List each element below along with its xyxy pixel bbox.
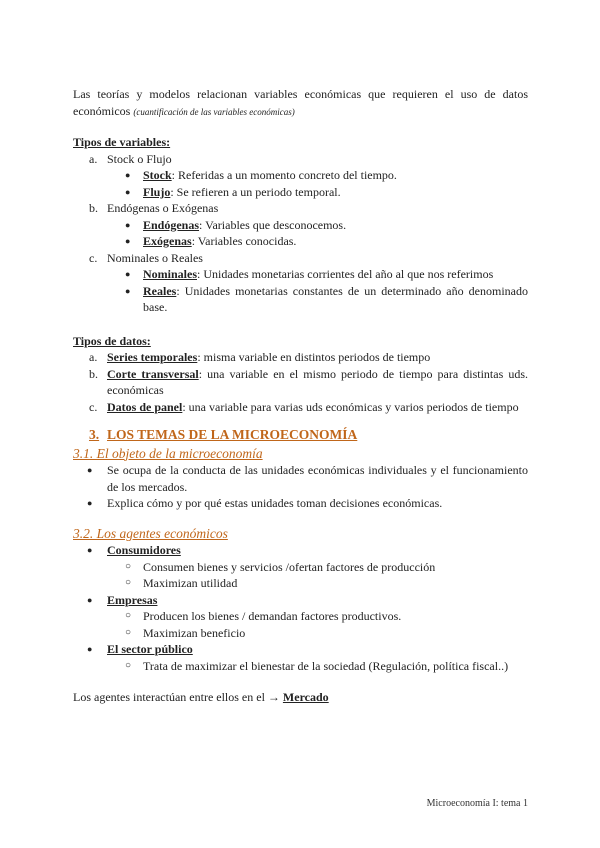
list-item <box>73 266 528 283</box>
agent-name: Consumidores <box>107 543 181 557</box>
list-item <box>73 366 528 399</box>
bullet-icon: ● <box>125 236 131 246</box>
definition: : Se refieren a un periodo temporal. <box>170 184 341 199</box>
tipos-variables-title: Tipos de variables: <box>73 135 171 149</box>
closing-term: Mercado <box>282 690 329 704</box>
definition: : una variable para varias uds económicas y varios periodos de tiempo <box>182 399 519 414</box>
term: Corte transversal <box>107 366 199 381</box>
intro-paragraph <box>73 86 528 120</box>
list-item <box>73 233 528 250</box>
bullet-icon: ● <box>125 170 131 180</box>
page-footer: Microeconomía I: tema 1 <box>426 798 528 809</box>
variable-group-label: Endógenas o Exógenas <box>107 201 219 215</box>
term: Stock <box>143 168 172 182</box>
term: Flujo <box>143 184 171 199</box>
list-item <box>73 625 528 642</box>
agent-sector-publico <box>73 641 528 658</box>
term: Datos de panel <box>107 399 183 414</box>
definition: : una variable en el mismo periodo de tiempo para distintas uds. económicas <box>107 366 528 397</box>
document-page <box>73 86 528 706</box>
list-letter: a. <box>89 151 98 166</box>
list-item <box>73 608 528 625</box>
list-item <box>73 658 528 675</box>
list-item <box>73 575 528 592</box>
agent-empresas <box>73 592 528 609</box>
variable-group-label: Nominales o Reales <box>107 250 203 265</box>
circle-bullet-icon: ○ <box>125 577 132 588</box>
circle-bullet-icon: ○ <box>125 610 132 621</box>
circle-bullet-icon: ○ <box>125 626 132 638</box>
bullet-icon: ● <box>125 269 131 279</box>
agent-point: Maximizan beneficio <box>143 625 246 640</box>
variable-group-stock-flujo <box>73 151 528 168</box>
term: Exógenas <box>143 234 192 248</box>
variable-group-label: Stock o Flujo <box>107 151 172 166</box>
section-number: 3. <box>89 427 100 442</box>
agent-name: El sector público <box>107 642 193 656</box>
list-item <box>73 559 528 576</box>
term: Reales <box>143 283 177 298</box>
list-letter: c. <box>89 399 98 414</box>
agent-name: Empresas <box>107 592 158 607</box>
term: Series temporales <box>107 350 198 364</box>
term: Nominales <box>143 267 197 281</box>
list-item <box>73 399 528 416</box>
list-item <box>73 349 528 366</box>
list-item <box>73 283 528 316</box>
subsection-3-2-heading: 3.2. Los agentes económicos <box>73 525 228 541</box>
tipos-datos-title: Tipos de datos: <box>73 333 151 348</box>
intro-text: Las teorías y modelos relacionan variables económicas que requieren el uso de datos económicos <box>73 87 528 118</box>
definition: : Unidades monetarias corrientes del año al que nos referimos <box>197 267 494 281</box>
agent-consumidores <box>73 542 528 559</box>
bullet-icon: ● <box>125 186 131 197</box>
list-letter: a. <box>89 350 98 364</box>
bullet-icon: ● <box>87 644 93 654</box>
agent-point: Producen los bienes / demandan factores productivos. <box>143 609 402 623</box>
definition: : Unidades monetarias constantes de un determinado año denominado base. <box>143 283 528 314</box>
list-letter: c. <box>89 250 98 265</box>
agent-point: Maximizan utilidad <box>143 576 238 590</box>
intro-note: (cuantificación de las variables económicas) <box>133 106 295 117</box>
closing-paragraph <box>73 689 528 706</box>
variable-group-nominales-reales <box>73 250 528 267</box>
list-letter: b. <box>89 201 98 215</box>
list-item <box>73 184 528 201</box>
bullet-icon: ● <box>125 285 131 296</box>
bullet-icon: ● <box>87 545 93 555</box>
definition: : Referidas a un momento concreto del tiempo. <box>171 168 397 182</box>
list-item <box>73 217 528 234</box>
bullet-text: Explica cómo y por qué estas unidades toman decisiones económicas. <box>107 496 443 510</box>
definition: : Variables conocidas. <box>191 234 297 248</box>
bullet-text: Se ocupa de la conducta de las unidades económicas individuales y el funcionamiento de los mercados. <box>107 463 528 494</box>
list-letter: b. <box>89 366 98 381</box>
bullet-icon: ● <box>87 594 93 605</box>
arrow-right-icon: → <box>267 690 280 704</box>
bullet-icon: ● <box>87 465 93 475</box>
bullet-icon: ● <box>125 219 131 230</box>
variable-group-endogenas-exogenas <box>73 200 528 217</box>
term: Endógenas <box>143 217 200 232</box>
list-item <box>73 495 528 512</box>
list-item <box>73 462 528 495</box>
agent-point: Trata de maximizar el bienestar de la sociedad (Regulación, política fiscal..) <box>143 658 509 673</box>
definition: : misma variable en distintos periodos de tiempo <box>197 350 431 364</box>
subsection-3-1-heading: 3.1. El objeto de la microeconomía <box>73 445 263 461</box>
circle-bullet-icon: ○ <box>125 659 132 671</box>
agent-point: Consumen bienes y servicios /ofertan factores de producción <box>143 559 436 574</box>
tipos-datos-list <box>73 349 528 415</box>
bullet-icon: ● <box>87 498 93 508</box>
section-title: LOS TEMAS DE LA MICROECONOMÍA <box>107 427 358 442</box>
closing-text: Los agentes interactúan entre ellos en el <box>73 690 265 704</box>
circle-bullet-icon: ○ <box>125 560 132 572</box>
list-item <box>73 167 528 184</box>
definition: : Variables que desconocemos. <box>199 217 347 232</box>
section-3-heading <box>73 427 528 444</box>
